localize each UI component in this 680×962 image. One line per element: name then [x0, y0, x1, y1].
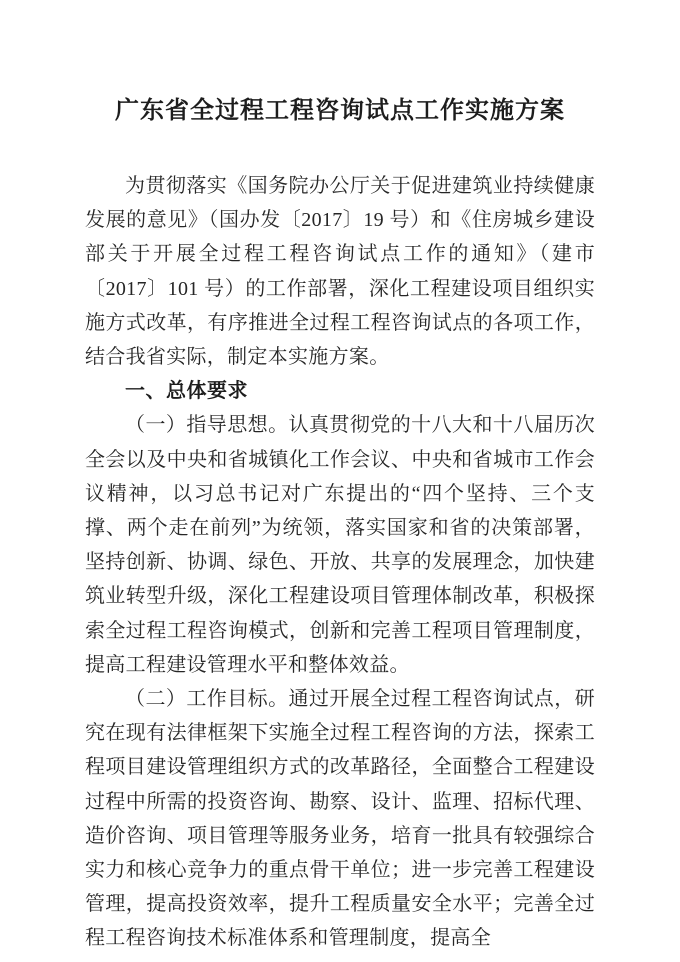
section-heading-overall-requirements: 一、总体要求 [125, 380, 248, 403]
document-body [85, 169, 595, 956]
paragraph-work-goals: （二）工作目标。通过开展全过程工程咨询试点，研究在现有法律框架下实施全过程工程咨询的方法，探索工程项目建设管理组织方式的改革路径，全面整合工程建设过程中所需的投资咨询、勘察、设计、监理、招标代理、造价咨询、项目管理等服务业务，培育一批具有较强综合实力和核心竞争力的重点骨干单位；进一步完善工程建设管理，提高投资效率，提升工程质量安全水平；完善全过程工程咨询技术标准体系和管理制度，提高全 [85, 688, 595, 950]
paragraph-guiding-ideology: （一）指导思想。认真贯彻党的十八大和十八届历次全会以及中央和省城镇化工作会议、中央和省城市工作会议精神，以习总书记对广东提出的“四个坚持、三个支撑、两个走在前列”为统领，落实国家和省的决策部署，坚持创新、协调、绿色、开放、共享的发展理念，加快建筑业转型升级，深化工程建设项目管理体制改革，积极探索全过程工程咨询模式，创新和完善工程项目管理制度，提高工程建设管理水平和整体效益。 [85, 414, 595, 676]
paragraph-intro: 为贯彻落实《国务院办公厅关于促进建筑业持续健康发展的意见》（国办发〔2017〕19 号）和《住房城乡建设部关于开展全过程工程咨询试点工作的通知》（建市〔2017〕101 号）的工作部署，深化工程建设项目组织实施方式改革，有序推进全过程工程咨询试点的各项工作，结合我省实际，制定本实施方案。 [85, 175, 595, 369]
document-title: 广东省全过程工程咨询试点工作实施方案 [115, 98, 565, 124]
